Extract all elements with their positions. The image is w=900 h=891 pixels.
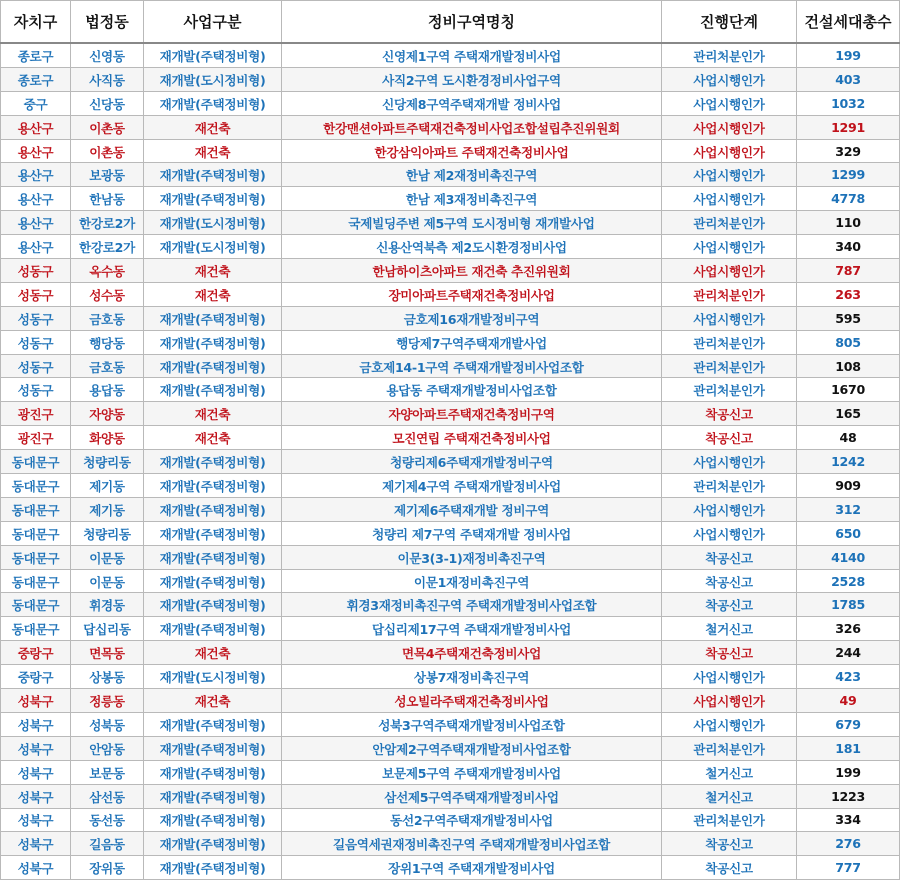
legal-dong-cell: 청량리동 xyxy=(71,450,144,474)
zone-name-cell: 이문1재정비촉진구역 xyxy=(282,569,662,593)
project-type-cell: 재개발(주택정비형) xyxy=(144,306,282,330)
stage-cell: 착공신고 xyxy=(662,426,797,450)
stage-cell: 사업시행인가 xyxy=(662,91,797,115)
district-cell: 용산구 xyxy=(1,211,71,235)
stage-cell: 사업시행인가 xyxy=(662,259,797,283)
stage-cell: 사업시행인가 xyxy=(662,67,797,91)
stage-cell: 사업시행인가 xyxy=(662,521,797,545)
zone-name-cell: 금호제14-1구역 주택재개발정비사업조합 xyxy=(282,354,662,378)
legal-dong-cell: 용답동 xyxy=(71,378,144,402)
project-type-cell: 재건축 xyxy=(144,139,282,163)
table-row xyxy=(1,306,900,330)
table-body xyxy=(1,43,900,880)
total-units-cell: 650 xyxy=(797,521,900,545)
district-cell: 용산구 xyxy=(1,115,71,139)
zone-name-cell: 면목4주택재건축정비사업 xyxy=(282,641,662,665)
table-row xyxy=(1,450,900,474)
project-type-cell: 재개발(주택정비형) xyxy=(144,474,282,498)
stage-cell: 착공신고 xyxy=(662,856,797,880)
total-units-cell: 1299 xyxy=(797,163,900,187)
table-row xyxy=(1,426,900,450)
zone-name-cell: 청량리 제7구역 주택재개발 정비사업 xyxy=(282,521,662,545)
total-units-cell: 595 xyxy=(797,306,900,330)
legal-dong-cell: 안암동 xyxy=(71,736,144,760)
district-cell: 성북구 xyxy=(1,760,71,784)
stage-cell: 관리처분인가 xyxy=(662,330,797,354)
table-row xyxy=(1,187,900,211)
table-row xyxy=(1,641,900,665)
district-cell: 중랑구 xyxy=(1,665,71,689)
zone-name-cell: 모진연립 주택재건축정비사업 xyxy=(282,426,662,450)
legal-dong-cell: 화양동 xyxy=(71,426,144,450)
project-type-cell: 재개발(주택정비형) xyxy=(144,43,282,67)
total-units-cell: 165 xyxy=(797,402,900,426)
project-type-cell: 재개발(도시정비형) xyxy=(144,67,282,91)
project-type-cell: 재개발(주택정비형) xyxy=(144,330,282,354)
project-type-cell: 재건축 xyxy=(144,402,282,426)
project-type-cell: 재개발(주택정비형) xyxy=(144,450,282,474)
total-units-cell: 2528 xyxy=(797,569,900,593)
legal-dong-cell: 자양동 xyxy=(71,402,144,426)
project-type-cell: 재개발(주택정비형) xyxy=(144,545,282,569)
table-row xyxy=(1,163,900,187)
stage-cell: 사업시행인가 xyxy=(662,306,797,330)
district-cell: 성동구 xyxy=(1,259,71,283)
total-units-cell: 312 xyxy=(797,497,900,521)
zone-name-cell: 한남하이츠아파트 재건축 추진위원회 xyxy=(282,259,662,283)
project-type-cell: 재개발(도시정비형) xyxy=(144,665,282,689)
district-cell: 동대문구 xyxy=(1,521,71,545)
table-row xyxy=(1,712,900,736)
legal-dong-cell: 금호동 xyxy=(71,354,144,378)
legal-dong-cell: 보광동 xyxy=(71,163,144,187)
legal-dong-cell: 사직동 xyxy=(71,67,144,91)
zone-name-cell: 한남 제3재정비촉진구역 xyxy=(282,187,662,211)
table-row xyxy=(1,689,900,713)
total-units-cell: 423 xyxy=(797,665,900,689)
table-row xyxy=(1,354,900,378)
zone-name-cell: 보문제5구역 주택재개발정비사업 xyxy=(282,760,662,784)
zone-name-cell: 국제빌딩주변 제5구역 도시정비형 재개발사업 xyxy=(282,211,662,235)
zone-name-cell: 신영제1구역 주택재개발정비사업 xyxy=(282,43,662,67)
stage-cell: 착공신고 xyxy=(662,593,797,617)
legal-dong-cell: 청량리동 xyxy=(71,521,144,545)
district-cell: 광진구 xyxy=(1,426,71,450)
total-units-cell: 1032 xyxy=(797,91,900,115)
project-type-cell: 재개발(주택정비형) xyxy=(144,832,282,856)
zone-name-cell: 제기제4구역 주택재개발정비사업 xyxy=(282,474,662,498)
stage-cell: 철거신고 xyxy=(662,617,797,641)
total-units-cell: 263 xyxy=(797,282,900,306)
stage-cell: 착공신고 xyxy=(662,832,797,856)
legal-dong-cell: 한강로2가 xyxy=(71,235,144,259)
legal-dong-cell: 한강로2가 xyxy=(71,211,144,235)
stage-cell: 착공신고 xyxy=(662,641,797,665)
district-cell: 종로구 xyxy=(1,67,71,91)
table-row xyxy=(1,760,900,784)
total-units-cell: 1223 xyxy=(797,784,900,808)
table-row xyxy=(1,784,900,808)
stage-cell: 사업시행인가 xyxy=(662,450,797,474)
total-units-cell: 334 xyxy=(797,808,900,832)
project-type-cell: 재건축 xyxy=(144,259,282,283)
district-cell: 중랑구 xyxy=(1,641,71,665)
district-cell: 성동구 xyxy=(1,354,71,378)
district-cell: 동대문구 xyxy=(1,617,71,641)
legal-dong-cell: 이문동 xyxy=(71,569,144,593)
total-units-cell: 110 xyxy=(797,211,900,235)
zone-name-cell: 장미아파트주택재건축정비사업 xyxy=(282,282,662,306)
zone-name-cell: 청량리제6주택재개발정비구역 xyxy=(282,450,662,474)
stage-cell: 사업시행인가 xyxy=(662,163,797,187)
zone-name-cell: 성북3구역주택재개발정비사업조합 xyxy=(282,712,662,736)
total-units-cell: 777 xyxy=(797,856,900,880)
stage-cell: 관리처분인가 xyxy=(662,474,797,498)
stage-cell: 관리처분인가 xyxy=(662,808,797,832)
district-cell: 종로구 xyxy=(1,43,71,67)
stage-cell: 철거신고 xyxy=(662,760,797,784)
legal-dong-cell: 금호동 xyxy=(71,306,144,330)
district-cell: 성동구 xyxy=(1,378,71,402)
stage-cell: 관리처분인가 xyxy=(662,378,797,402)
zone-name-cell: 제기제6주택재개발 정비구역 xyxy=(282,497,662,521)
legal-dong-cell: 행당동 xyxy=(71,330,144,354)
stage-cell: 사업시행인가 xyxy=(662,115,797,139)
project-type-cell: 재개발(주택정비형) xyxy=(144,593,282,617)
district-cell: 동대문구 xyxy=(1,450,71,474)
table-row xyxy=(1,736,900,760)
table-row xyxy=(1,115,900,139)
stage-cell: 관리처분인가 xyxy=(662,354,797,378)
zone-name-cell: 신당제8구역주택재개발 정비사업 xyxy=(282,91,662,115)
total-units-cell: 679 xyxy=(797,712,900,736)
total-units-cell: 1670 xyxy=(797,378,900,402)
district-cell: 성북구 xyxy=(1,808,71,832)
project-type-cell: 재개발(주택정비형) xyxy=(144,354,282,378)
project-type-cell: 재개발(주택정비형) xyxy=(144,808,282,832)
district-cell: 성북구 xyxy=(1,856,71,880)
table-row xyxy=(1,808,900,832)
header-total-units: 건설세대총수 xyxy=(797,1,900,44)
project-type-cell: 재건축 xyxy=(144,115,282,139)
legal-dong-cell: 한남동 xyxy=(71,187,144,211)
stage-cell: 사업시행인가 xyxy=(662,712,797,736)
district-cell: 성동구 xyxy=(1,306,71,330)
header-project-type: 사업구분 xyxy=(144,1,282,44)
zone-name-cell: 성오빌라주택재건축정비사업 xyxy=(282,689,662,713)
total-units-cell: 1242 xyxy=(797,450,900,474)
zone-name-cell: 한강맨션아파트주택재건축정비사업조합설립추진위원회 xyxy=(282,115,662,139)
total-units-cell: 276 xyxy=(797,832,900,856)
zone-name-cell: 행당제7구역주택재개발사업 xyxy=(282,330,662,354)
project-type-cell: 재개발(주택정비형) xyxy=(144,187,282,211)
table-row xyxy=(1,521,900,545)
zone-name-cell: 안암제2구역주택재개발정비사업조합 xyxy=(282,736,662,760)
zone-name-cell: 장위1구역 주택재개발정비사업 xyxy=(282,856,662,880)
district-cell: 용산구 xyxy=(1,163,71,187)
district-cell: 동대문구 xyxy=(1,474,71,498)
total-units-cell: 181 xyxy=(797,736,900,760)
legal-dong-cell: 길음동 xyxy=(71,832,144,856)
table-row xyxy=(1,43,900,67)
table-row xyxy=(1,545,900,569)
table-row xyxy=(1,665,900,689)
table-row xyxy=(1,67,900,91)
stage-cell: 사업시행인가 xyxy=(662,235,797,259)
table-row xyxy=(1,569,900,593)
zone-name-cell: 답십리제17구역 주택재개발정비사업 xyxy=(282,617,662,641)
legal-dong-cell: 성수동 xyxy=(71,282,144,306)
legal-dong-cell: 면목동 xyxy=(71,641,144,665)
table-row xyxy=(1,474,900,498)
project-type-cell: 재개발(주택정비형) xyxy=(144,378,282,402)
stage-cell: 관리처분인가 xyxy=(662,43,797,67)
district-cell: 동대문구 xyxy=(1,545,71,569)
project-type-cell: 재개발(주택정비형) xyxy=(144,163,282,187)
table-row xyxy=(1,593,900,617)
legal-dong-cell: 이문동 xyxy=(71,545,144,569)
legal-dong-cell: 성북동 xyxy=(71,712,144,736)
legal-dong-cell: 신영동 xyxy=(71,43,144,67)
zone-name-cell: 금호제16재개발정비구역 xyxy=(282,306,662,330)
zone-name-cell: 신용산역북측 제2도시환경정비사업 xyxy=(282,235,662,259)
district-cell: 동대문구 xyxy=(1,497,71,521)
zone-name-cell: 용답동 주택재개발정비사업조합 xyxy=(282,378,662,402)
legal-dong-cell: 삼선동 xyxy=(71,784,144,808)
total-units-cell: 199 xyxy=(797,43,900,67)
legal-dong-cell: 상봉동 xyxy=(71,665,144,689)
stage-cell: 착공신고 xyxy=(662,569,797,593)
project-type-cell: 재개발(주택정비형) xyxy=(144,91,282,115)
project-type-cell: 재개발(주택정비형) xyxy=(144,784,282,808)
header-district: 자치구 xyxy=(1,1,71,44)
total-units-cell: 329 xyxy=(797,139,900,163)
table-row xyxy=(1,497,900,521)
legal-dong-cell: 동선동 xyxy=(71,808,144,832)
table-row xyxy=(1,832,900,856)
district-cell: 성북구 xyxy=(1,712,71,736)
district-cell: 성북구 xyxy=(1,689,71,713)
district-cell: 용산구 xyxy=(1,139,71,163)
project-type-cell: 재건축 xyxy=(144,641,282,665)
district-cell: 동대문구 xyxy=(1,569,71,593)
project-type-cell: 재개발(주택정비형) xyxy=(144,497,282,521)
legal-dong-cell: 제기동 xyxy=(71,474,144,498)
project-type-cell: 재개발(주택정비형) xyxy=(144,856,282,880)
district-cell: 성동구 xyxy=(1,330,71,354)
total-units-cell: 4778 xyxy=(797,187,900,211)
total-units-cell: 1291 xyxy=(797,115,900,139)
district-cell: 성북구 xyxy=(1,832,71,856)
total-units-cell: 340 xyxy=(797,235,900,259)
project-type-cell: 재개발(도시정비형) xyxy=(144,211,282,235)
stage-cell: 관리처분인가 xyxy=(662,282,797,306)
table-row xyxy=(1,235,900,259)
zone-name-cell: 휘경3재정비촉진구역 주택재개발정비사업조합 xyxy=(282,593,662,617)
total-units-cell: 909 xyxy=(797,474,900,498)
zone-name-cell: 이문3(3-1)재정비촉진구역 xyxy=(282,545,662,569)
project-type-cell: 재건축 xyxy=(144,689,282,713)
district-cell: 용산구 xyxy=(1,235,71,259)
header-zone-name: 정비구역명칭 xyxy=(282,1,662,44)
project-type-cell: 재건축 xyxy=(144,426,282,450)
project-type-cell: 재개발(주택정비형) xyxy=(144,736,282,760)
table-row xyxy=(1,91,900,115)
header-stage: 진행단계 xyxy=(662,1,797,44)
table-row xyxy=(1,282,900,306)
zone-name-cell: 상봉7재정비촉진구역 xyxy=(282,665,662,689)
legal-dong-cell: 정릉동 xyxy=(71,689,144,713)
project-type-cell: 재개발(주택정비형) xyxy=(144,617,282,641)
table-row xyxy=(1,139,900,163)
total-units-cell: 787 xyxy=(797,259,900,283)
table-row xyxy=(1,378,900,402)
project-type-cell: 재개발(주택정비형) xyxy=(144,712,282,736)
zone-name-cell: 삼선제5구역주택재개발정비사업 xyxy=(282,784,662,808)
project-type-cell: 재개발(주택정비형) xyxy=(144,569,282,593)
stage-cell: 착공신고 xyxy=(662,402,797,426)
legal-dong-cell: 이촌동 xyxy=(71,139,144,163)
table-row xyxy=(1,330,900,354)
legal-dong-cell: 신당동 xyxy=(71,91,144,115)
total-units-cell: 403 xyxy=(797,67,900,91)
district-cell: 중구 xyxy=(1,91,71,115)
total-units-cell: 326 xyxy=(797,617,900,641)
legal-dong-cell: 옥수동 xyxy=(71,259,144,283)
zone-name-cell: 한강삼익아파트 주택재건축정비사업 xyxy=(282,139,662,163)
district-cell: 동대문구 xyxy=(1,593,71,617)
total-units-cell: 108 xyxy=(797,354,900,378)
header-row xyxy=(1,1,900,44)
zone-name-cell: 한남 제2재정비촉진구역 xyxy=(282,163,662,187)
stage-cell: 착공신고 xyxy=(662,545,797,569)
table-row xyxy=(1,402,900,426)
legal-dong-cell: 이촌동 xyxy=(71,115,144,139)
stage-cell: 관리처분인가 xyxy=(662,211,797,235)
project-type-cell: 재개발(주택정비형) xyxy=(144,760,282,784)
total-units-cell: 4140 xyxy=(797,545,900,569)
stage-cell: 사업시행인가 xyxy=(662,689,797,713)
stage-cell: 관리처분인가 xyxy=(662,736,797,760)
total-units-cell: 1785 xyxy=(797,593,900,617)
total-units-cell: 805 xyxy=(797,330,900,354)
district-cell: 성북구 xyxy=(1,736,71,760)
total-units-cell: 244 xyxy=(797,641,900,665)
total-units-cell: 199 xyxy=(797,760,900,784)
total-units-cell: 48 xyxy=(797,426,900,450)
legal-dong-cell: 답십리동 xyxy=(71,617,144,641)
stage-cell: 사업시행인가 xyxy=(662,665,797,689)
legal-dong-cell: 보문동 xyxy=(71,760,144,784)
district-cell: 성북구 xyxy=(1,784,71,808)
stage-cell: 사업시행인가 xyxy=(662,187,797,211)
total-units-cell: 49 xyxy=(797,689,900,713)
header-legal-dong: 법정동 xyxy=(71,1,144,44)
project-type-cell: 재개발(도시정비형) xyxy=(144,235,282,259)
district-cell: 용산구 xyxy=(1,187,71,211)
zone-name-cell: 동선2구역주택재개발정비사업 xyxy=(282,808,662,832)
zone-name-cell: 길음역세권재정비촉진구역 주택재개발정비사업조합 xyxy=(282,832,662,856)
table-row xyxy=(1,856,900,880)
stage-cell: 사업시행인가 xyxy=(662,497,797,521)
legal-dong-cell: 제기동 xyxy=(71,497,144,521)
table-row xyxy=(1,211,900,235)
stage-cell: 사업시행인가 xyxy=(662,139,797,163)
project-type-cell: 재건축 xyxy=(144,282,282,306)
legal-dong-cell: 휘경동 xyxy=(71,593,144,617)
project-type-cell: 재개발(주택정비형) xyxy=(144,521,282,545)
table-row xyxy=(1,617,900,641)
legal-dong-cell: 장위동 xyxy=(71,856,144,880)
district-cell: 광진구 xyxy=(1,402,71,426)
zone-name-cell: 자양아파트주택재건축정비구역 xyxy=(282,402,662,426)
table-row xyxy=(1,259,900,283)
stage-cell: 철거신고 xyxy=(662,784,797,808)
zone-name-cell: 사직2구역 도시환경정비사업구역 xyxy=(282,67,662,91)
district-cell: 성동구 xyxy=(1,282,71,306)
